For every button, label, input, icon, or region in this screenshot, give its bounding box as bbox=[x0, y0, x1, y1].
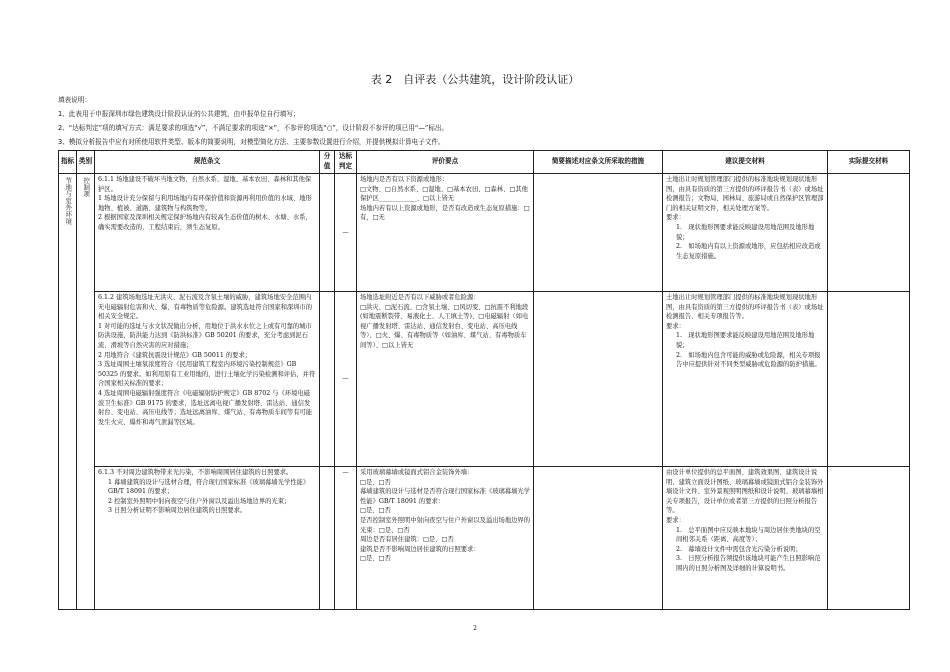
suggested-text: 1. 总平面图中应反映本地块与周边居住类地块的空间相邻关系（距离、高度等）； bbox=[676, 526, 821, 544]
clause-text: 3 选址周围土壤氡浓度符合《民用建筑工程室内环境污染控制规范》GB 50325 的要求。如利用原有工业用地的，进行土壤化学污染检测和评估，并符合国家相关标准的要求； bbox=[98, 361, 316, 388]
category-label: 控制项 bbox=[82, 177, 90, 198]
points-text: □文物、□自然水系、□湿地、□基本农田、□森林、□其他保护区____________、□以上皆无 bbox=[360, 185, 528, 203]
table-header-row bbox=[59, 151, 910, 174]
table-row bbox=[59, 467, 910, 610]
points-text: 建筑是否不影响周边居住建筑的日照要求： bbox=[360, 545, 480, 553]
page-title: 表 2 自评表（公共建筑，设计阶段认证） bbox=[370, 73, 580, 86]
table-row bbox=[59, 174, 910, 292]
category-cell bbox=[77, 174, 95, 610]
clause-text: 6.1.2 建筑场地选址无洪灾、泥石流及含氡土壤的威胁，建筑场地安全范围内无电磁辐射危害和火、爆、有毒物质等危险源。建筑选址符合国家和深圳市的相关安全规定。 bbox=[98, 294, 313, 321]
points-text: □是、□否 bbox=[360, 555, 391, 563]
header-category: 类别 bbox=[77, 151, 95, 174]
points-text: 是否控制室外照明中射向夜空与住户外窗以及溢出场地边界的光束：□是、□否 bbox=[360, 516, 531, 534]
clause-text: 6.1.3 不对周边建筑物带来光污染，不影响周围居住建筑的日照要求。 bbox=[98, 469, 293, 476]
score-cell[interactable] bbox=[320, 467, 335, 610]
suggested-cell bbox=[663, 174, 828, 292]
notes-line: 2、“达标判定”项的填写方式：满足要求的项选“√”，不满足要求的项选“×”，不参评的项选“○”，设计阶段不参评的项已用“—”标出。 bbox=[58, 124, 449, 132]
judgement-cell[interactable]: — bbox=[335, 174, 357, 292]
clause-text: 1 对可能的选址与水文状况做出分析，用地位于洪水水位之上或有可靠的城市防洪设施，防洪能力达到《防洪标准》GB 50201 的要求，充分考虑到泥石流、滑坡等自然灾害的应对措施； bbox=[98, 322, 312, 349]
indicator-cell bbox=[59, 174, 77, 610]
clause-cell bbox=[95, 292, 320, 467]
indicator-label: 节地与室外环境 bbox=[64, 177, 72, 225]
header-points: 评价要点 bbox=[357, 151, 534, 174]
self-assessment-table bbox=[58, 150, 910, 610]
clause-text: 2 用地符合《建筑抗震设计规范》GB 50011 的要求； bbox=[98, 351, 252, 359]
header-clause: 规范条文 bbox=[95, 151, 320, 174]
header-score: 分值 bbox=[320, 151, 335, 174]
suggested-text: 土地出让时规划管理部门提供的标准地块规划现状地形图，由具有资质的第三方提供的环评报告书（表）或场址检测报告、相关专项报告等。 bbox=[666, 294, 824, 321]
judgement-cell[interactable]: — bbox=[335, 292, 357, 467]
suggested-text: 由设计单位提供的总平面图、建筑效果图、建筑设计说明、建筑立面设计图纸、玻璃幕墙或镜面式铝合金装饰外墙设计文件、室外景观照明图纸和设计说明、玻璃幕墙相关专项报告，设计单位或者第三方提供的日照分析报告等。 bbox=[666, 469, 824, 515]
points-text: 采用玻璃幕墙或镜面式铝合金装饰外墙： bbox=[360, 469, 474, 476]
notes-line: 3、模拟分析报告中应有对所使用软件类型、版本的简要说明，对模型简化方法、主要参数设置进行介绍，并提供模拟计算电子文件。 bbox=[58, 138, 445, 146]
measures-cell[interactable] bbox=[534, 292, 663, 467]
points-text: □是、□否 bbox=[360, 507, 391, 515]
header-judgement: 达标判定 bbox=[335, 151, 357, 174]
suggested-text: 要求： bbox=[666, 322, 685, 330]
clause-cell bbox=[95, 174, 320, 292]
points-text: 周边是否有居住建筑：□是、□否 bbox=[360, 536, 454, 544]
score-cell[interactable] bbox=[320, 292, 335, 467]
points-text: 幕墙建筑的设计与选材是否符合现行国家标准《玻璃幕墙光学性能》GB/T 18091 的要求： bbox=[360, 488, 531, 505]
clause-text: 2 根据国家及深圳相关规定保护场地内有较高生态价值的树木、水塘、水系，确实需要改造的，工程结束后，须生态复原。 bbox=[98, 214, 312, 231]
header-measures: 简要描述对应条文所采取的措施 bbox=[534, 151, 663, 174]
score-cell[interactable] bbox=[320, 174, 335, 292]
clause-text: 2 控制室外照明中射向夜空与住户外窗以及溢出场地边界的光束； bbox=[108, 497, 291, 505]
suggested-text: 2. 幕墙设计文件中需包含光污染分析说明； bbox=[676, 545, 802, 553]
clause-text: 3 日照分析证明不影响周边居住建筑的日照要求。 bbox=[108, 507, 247, 515]
points-text: 场地内若有以上资源或地形，是否有改造或生态复原措施：□有，□无 bbox=[360, 204, 530, 222]
actual-cell[interactable] bbox=[828, 292, 910, 467]
notes-line: 1、此表用于申报深圳市绿色建筑设计阶段认证的公共建筑，由申报单位自行填写； bbox=[58, 110, 300, 118]
suggested-text: 2. 如场地内有以上资源或地形，应包括相应改造或生态复原措施。 bbox=[676, 243, 821, 260]
clause-text: 4 选址周围电磁辐射强度符合《电磁辐射防护规定》GB 8702 与《环境电磁波卫生标准》GB 9175 的要求，选址远离电视广播发射塔、雷达站、通信发射台、变电站、高压电线等；选址远离油库、煤气站、有毒物质车间等有可能发生火灾、爆炸和毒气泄漏等区域。 bbox=[98, 389, 313, 426]
suggested-text: 3. 日照分析报告须提供该地块可能产生日照影响范围内的日照分析图及详细的计算说明书。 bbox=[676, 555, 821, 572]
suggested-cell bbox=[663, 292, 828, 467]
clause-text: 6.1.1 场地建设不破坏当地文物、自然水系、湿地、基本农田、森林和其他保护区。 bbox=[98, 176, 312, 193]
header-indicator: 指标 bbox=[59, 151, 77, 174]
measures-cell[interactable] bbox=[534, 467, 663, 610]
clause-cell bbox=[95, 467, 320, 610]
points-text: 场地选址附近是否有以下威胁或者危险源： bbox=[360, 294, 480, 301]
points-text: □洪灾、□泥石流、□含氡土壤、□风切变、□抗震不利地段(如地震断裂带、易液化土、人工填土等)、□电磁辐射（如电视广播发射塔、雷达站、通信发射台、变电站、高压电线等）、□火、爆、有毒物质等（如油库、煤气站、有毒物质车间等）、□以上皆无 bbox=[360, 303, 529, 349]
table-row bbox=[59, 292, 910, 467]
page-number: 2 bbox=[473, 625, 477, 632]
actual-cell[interactable] bbox=[828, 467, 910, 610]
fill-instructions bbox=[58, 93, 908, 149]
suggested-text: 1. 现状地形图要求能反映建设用地范围及地形地貌； bbox=[676, 223, 815, 241]
suggested-text: 要求： bbox=[666, 516, 685, 524]
suggested-text: 1. 现状地形图要求能反映建设用地范围及地形地貌； bbox=[676, 332, 815, 349]
header-suggested: 建议提交材料 bbox=[663, 151, 828, 174]
clause-text: 1 幕墙建筑的设计与选材合理，符合现行国家标准《玻璃幕墙光学性能》GB/T 18091 的要求； bbox=[108, 478, 310, 496]
points-text: 场地内是否有以下资源或地形： bbox=[360, 176, 449, 183]
notes-heading: 填表说明： bbox=[58, 96, 91, 104]
suggested-text: 土地出让时规划管理部门提供的标准地块规划现状地形图，由具有资质的第三方提供的环评报告书（表）或场址检测报告；文物局、园林局、旅游局或自然保护区管理部门的相关证明文件，相关处理方案等。 bbox=[666, 176, 824, 212]
suggested-text: 要求： bbox=[666, 214, 685, 222]
points-cell bbox=[357, 292, 534, 467]
header-actual: 实际提交材料 bbox=[828, 151, 910, 174]
points-cell bbox=[357, 174, 534, 292]
clause-text: 1 场地设计充分保留与利用场地内有环保价值和资源再利用价值的水域、地形地物、植被、道路、建筑物与构筑物等。 bbox=[98, 195, 312, 212]
suggested-cell bbox=[663, 467, 828, 610]
suggested-text: 2. 如场地内包含可能的威胁或危险源，相关专项报告中应提供针对不同类型威胁或危险源的防护措施。 bbox=[676, 351, 821, 369]
judgement-cell[interactable]: — bbox=[335, 467, 357, 610]
actual-cell[interactable] bbox=[828, 174, 910, 292]
measures-cell[interactable] bbox=[534, 174, 663, 292]
points-cell bbox=[357, 467, 534, 610]
points-text: □是、□否 bbox=[360, 478, 391, 486]
